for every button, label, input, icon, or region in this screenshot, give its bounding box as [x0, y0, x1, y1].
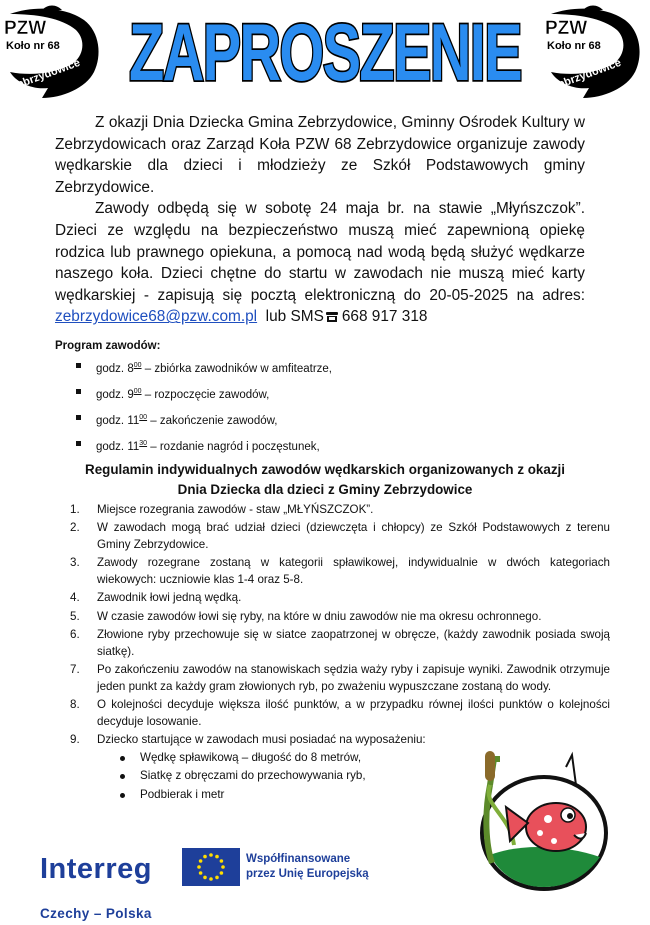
program-item: godz. $11^{30}$ – rozdanie nagród i poczęstunek,	[76, 435, 332, 461]
round-bullet-icon	[120, 756, 125, 761]
sms-label: lub SMS	[265, 308, 324, 326]
rule-item: 3. Zawody rozegrane zostaną w kategorii spławikowej, indywidualnie w dwóch kategoriach wiekowych: uczniowie klas 1-4 oraz 5-8.	[70, 556, 610, 586]
svg-text:ZAPROSZENIE: ZAPROSZENIE	[129, 7, 521, 98]
intro-paragraph-1: Z okazji Dnia Dziecka Gmina Zebrzydowice, Gminny Ośrodek Kultury w Zebrzydowicach oraz Zarząd Koła PZW 68 Zebrzydowice organizuje zawody wędkarskie dla dzieci i młodzieży ze Szkół Podstawowych gminy Zebrzydowice.	[55, 114, 585, 196]
cartoon-fish-badge	[470, 745, 618, 895]
intro-text	[55, 112, 585, 328]
program-item: godz. $11^{00}$ – zakończenie zawodów,	[76, 409, 332, 435]
rule-item: 1. Miejsce rozegrania zawodów - staw „MŁYŃSZCZOK”.	[70, 503, 374, 516]
program-item: godz. $9^{00}$ – rozpoczęcie zawodów,	[76, 383, 332, 409]
intro-paragraph-2	[55, 198, 585, 328]
svg-text:PZW: PZW	[4, 18, 47, 39]
rule-item: 8. O kolejności decyduje większa ilość punktów, a w przypadku równej ilości punktów o kolejności decyduje losowanie.	[70, 698, 610, 728]
round-bullet-icon	[120, 774, 125, 779]
pzw-logo-right	[543, 2, 645, 102]
email-link[interactable]: zebrzydowice68@pzw.com.pl	[55, 308, 258, 326]
svg-text:Koło nr 68: Koło nr 68	[6, 40, 60, 52]
program-list	[76, 357, 332, 461]
rule-item: 4. Zawodnik łowi jedną wędką.	[70, 591, 242, 605]
rules-list	[70, 502, 610, 807]
cofinancing-line-1: Współfinansowane	[246, 853, 351, 865]
region-label: Czechy – Polska	[40, 906, 152, 921]
phone-icon	[326, 310, 338, 322]
square-bullet-icon	[76, 415, 81, 420]
intro-paragraph-2-text: Zawody odbędą się w sobotę 24 maja br. na stawie „Młyńszczok”. Dzieci ze względu na bezpieczeństwo muszą mieć zapewnioną opiekę rodzica lub prawnego opiekuna, a pomocą nad wodą będą służyć wędkarze naszego koła. Dzieci chętne do startu w zawodach nie muszą mieć karty wędkarskiej - zapisują się pocztą elektroniczną do 20-05-2025 na adres:	[55, 200, 585, 304]
rule-item: 5. W czasie zawodów łowi się ryby, na które w dniu zawodów nie ma okresu ochronnego.	[70, 609, 542, 623]
rule-item: 6. Złowione ryby przechowuje się w siatce zaopatrzonej w obręcze, (każdy zawodnik posiada swoją siatkę).	[70, 628, 610, 658]
svg-text:Zebrzydowice: Zebrzydowice	[9, 56, 82, 94]
program-title: Program zawodów:	[55, 340, 161, 352]
program-item: godz. $8^{00}$ – zbiórka zawodników w amfiteatrze,	[76, 357, 332, 383]
rule-item: 9. Dziecko startujące w zawodach musi posiadać na wyposażeniu: Wędkę spławikową – długość do 8 metrów, Siatkę z obręczami do przechowywania ryb, Podbierak i metr	[70, 732, 530, 805]
rules-title	[40, 460, 610, 500]
svg-text:Koło nr 68: Koło nr 68	[547, 40, 601, 52]
equipment-item: Podbierak i metr	[97, 787, 530, 806]
square-bullet-icon	[76, 389, 81, 394]
pzw-logo-left	[2, 2, 104, 102]
svg-text:PZW: PZW	[545, 18, 588, 39]
cofinancing-line-2: przez Unię Europejską	[246, 868, 369, 880]
square-bullet-icon	[76, 441, 81, 446]
interreg-logo: Interreg	[40, 853, 152, 885]
equipment-item: Wędkę spławikową – długość do 8 metrów,	[97, 750, 530, 769]
rule-item: 2. W zawodach mogą brać udział dzieci (dziewczęta i chłopcy) ze Szkół Podstawowych z terenu Gminy Zebrzydowice.	[70, 521, 610, 551]
equipment-list	[97, 750, 530, 806]
rules-title-line-2: Dnia Dziecka dla dzieci z Gminy Zebrzydowice	[177, 482, 473, 497]
svg-text:Zebrzydowice: Zebrzydowice	[550, 56, 623, 94]
rules-title-line-1: Regulamin indywidualnych zawodów wędkarskich organizowanych z okazji	[85, 462, 565, 477]
equipment-item: Siatkę z obręczami do przechowywania ryb,	[97, 768, 530, 787]
invitation-title	[125, 2, 525, 102]
cofinancing-label	[246, 852, 369, 882]
rule-item: 7. Po zakończeniu zawodów na stanowiskach sędzia waży ryby i zapisuje wyniki. Zawodnik otrzymuje jeden punkt za każdy gram złowionych ryb, po zważeniu wypuszczane zostaną do wody.	[70, 663, 610, 693]
round-bullet-icon	[120, 793, 125, 798]
phone-number: 668 917 318	[341, 308, 428, 326]
square-bullet-icon	[76, 363, 81, 368]
eu-flag-icon	[182, 848, 240, 886]
